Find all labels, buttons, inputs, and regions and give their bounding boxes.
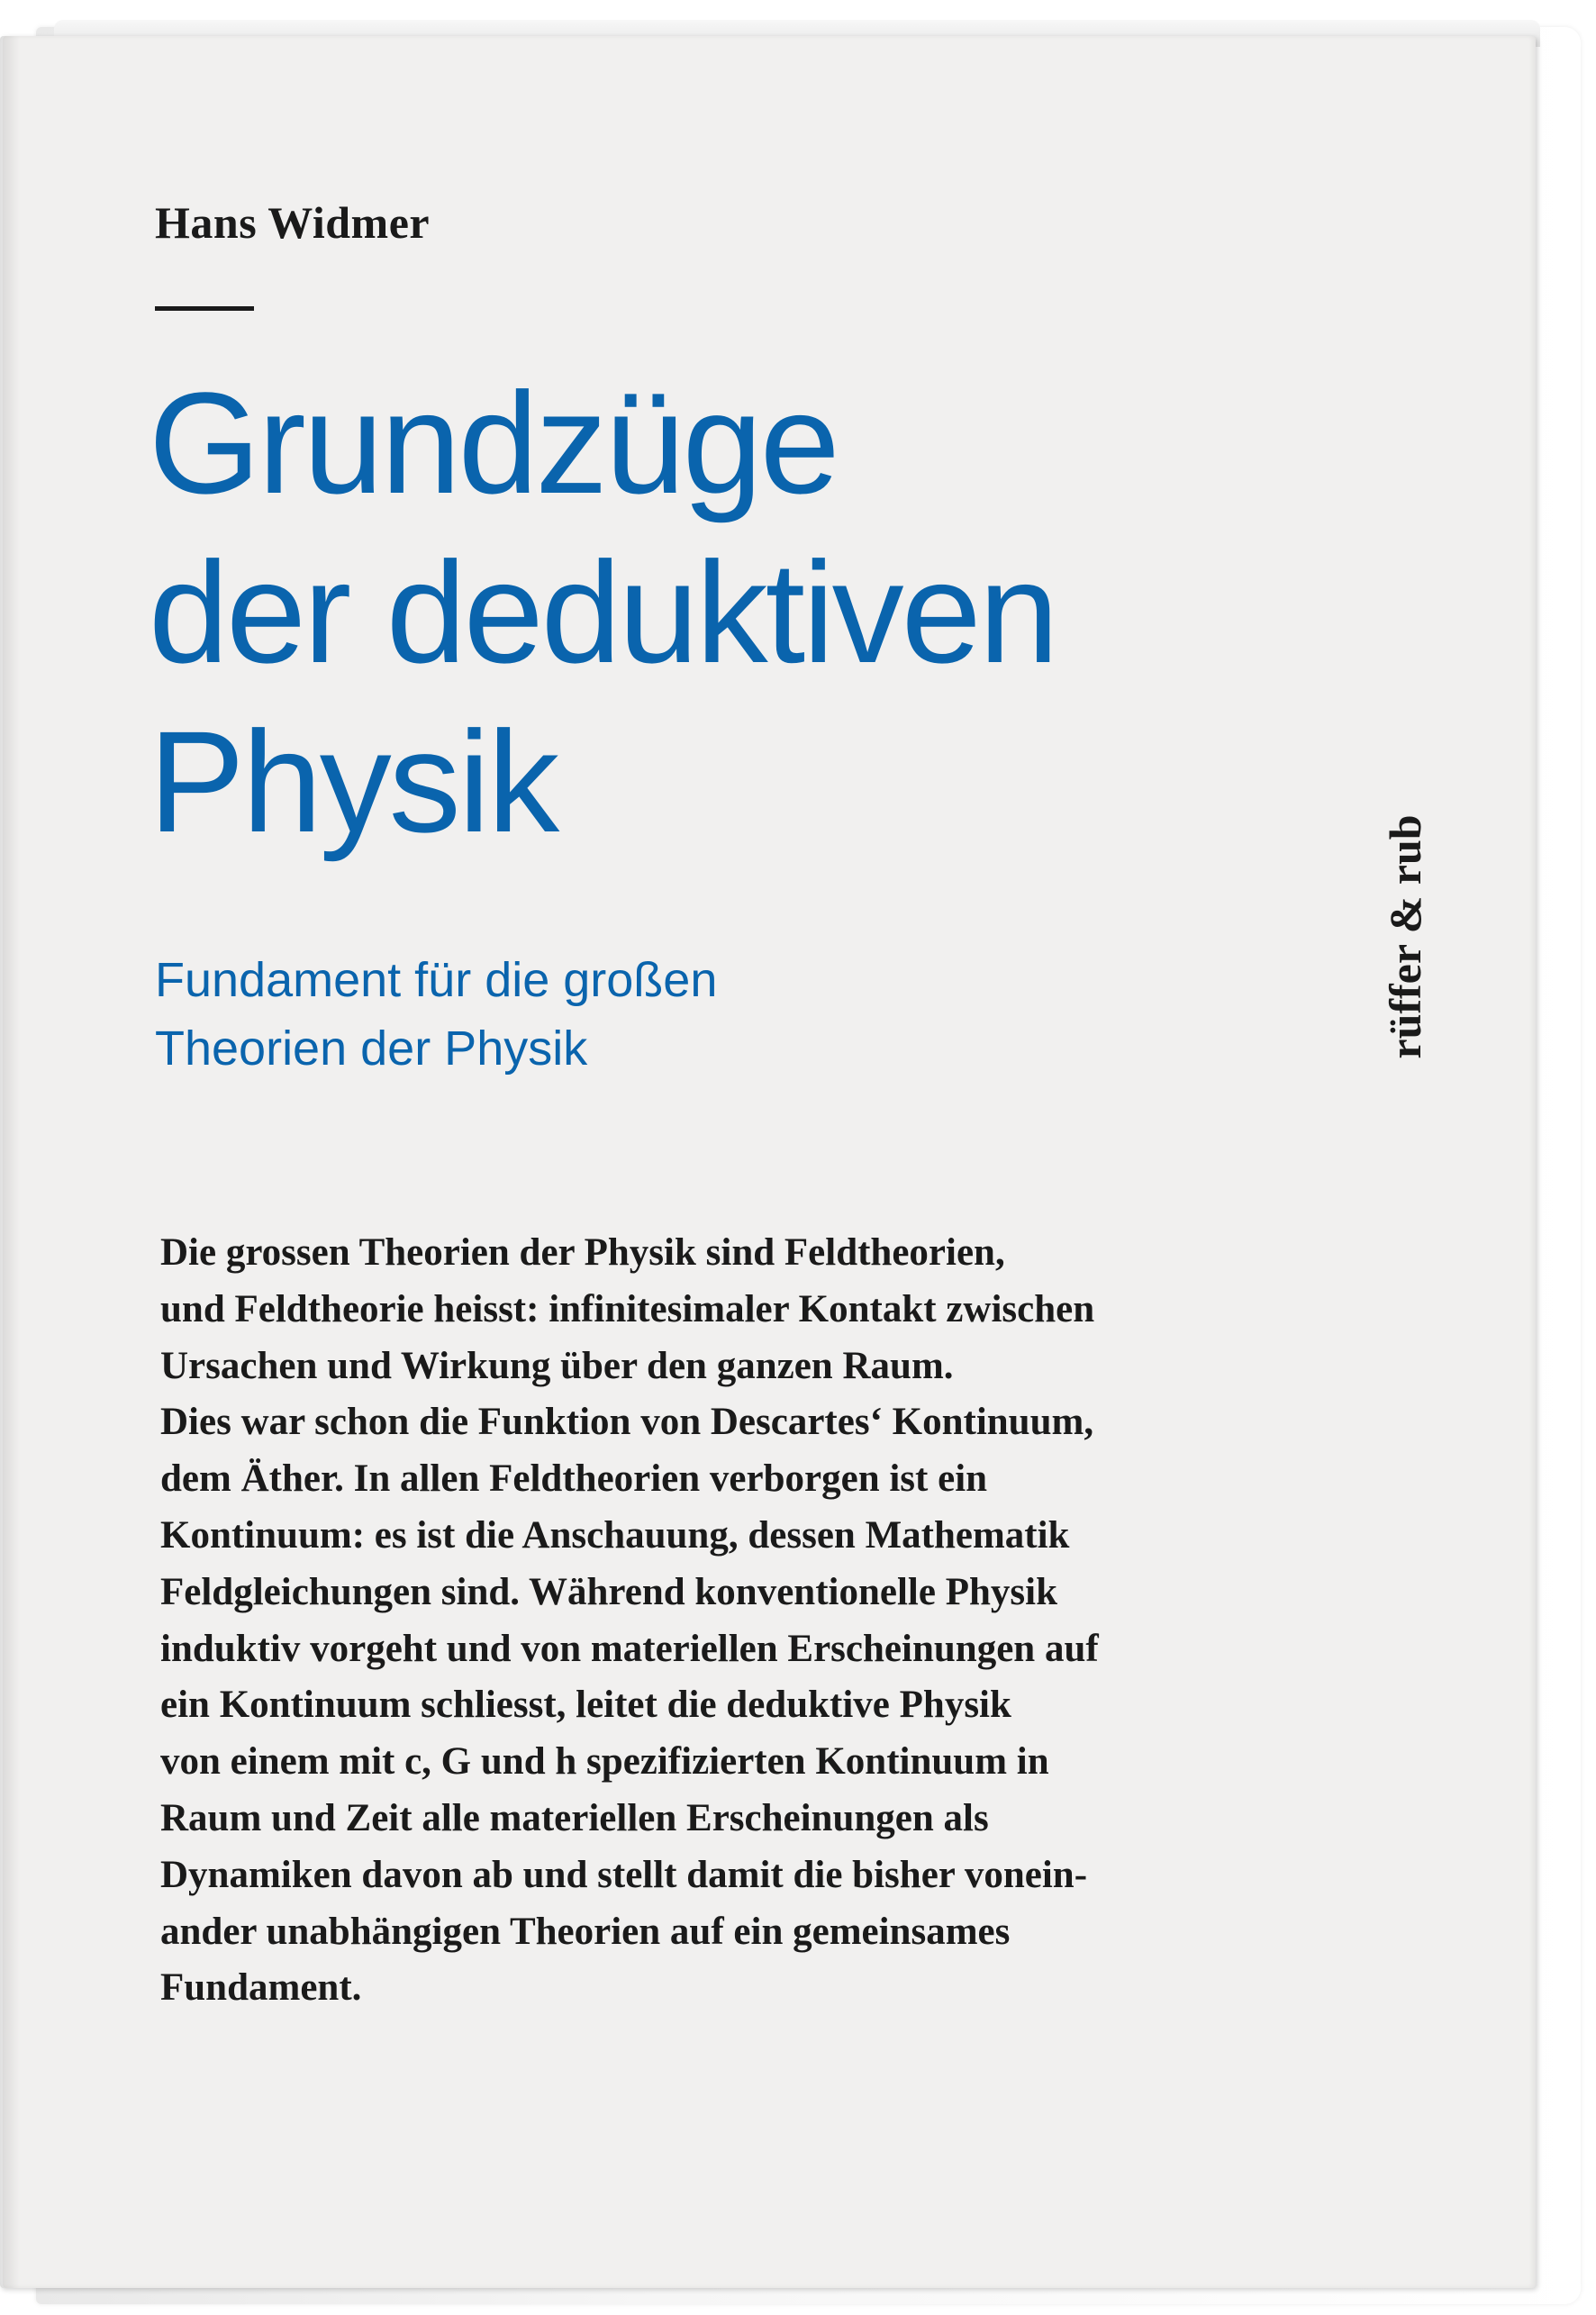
- blurb-line: ander unabhängigen Theorien auf ein gemeinsames: [160, 1910, 1011, 1953]
- title-line: Grundzüge: [149, 362, 838, 523]
- title-rule: [155, 306, 254, 311]
- book-subtitle: [155, 946, 717, 1083]
- blurb-line: Ursachen und Wirkung über den ganzen Raum.: [160, 1344, 954, 1387]
- author-name: Hans Widmer: [155, 197, 431, 248]
- publisher-name: rüffer & rub: [1380, 814, 1430, 1059]
- publisher-imprint: [1378, 793, 1432, 1081]
- blurb-line: Dynamiken davon ab und stellt damit die bisher vonein-: [160, 1853, 1088, 1896]
- blurb-line: Raum und Zeit alle materiellen Erscheinungen als: [160, 1796, 989, 1839]
- blurb-line: Kontinuum: es ist die Anschauung, dessen Mathematik: [160, 1513, 1070, 1557]
- cover-blurb: [160, 1225, 1099, 2017]
- blurb-line: und Feldtheorie heisst: infinitesimaler Kontakt zwischen: [160, 1287, 1095, 1330]
- book-title: [149, 359, 1056, 867]
- blurb-line: von einem mit c, G und h spezifizierten Kontinuum in: [160, 1740, 1049, 1784]
- blurb-line: Die grossen Theorien der Physik sind Feldtheorien,: [160, 1231, 1005, 1274]
- blurb-line: Dies war schon die Funktion von Descartes‘ Kontinuum,: [160, 1401, 1094, 1444]
- spine-shadow: [0, 36, 20, 2288]
- blurb-line: induktiv vorgeht und von materiellen Erscheinungen auf: [160, 1627, 1099, 1670]
- blurb-line: Fundament.: [160, 1966, 362, 2010]
- blurb-line: Feldgleichungen sind. Während konventionelle Physik: [160, 1570, 1057, 1613]
- subtitle-line: Theorien der Physik: [155, 1021, 588, 1076]
- title-line: Physik: [149, 701, 558, 862]
- title-line: der deduktiven: [149, 531, 1056, 693]
- book-cover: [0, 36, 1536, 2288]
- subtitle-line: Fundament für die großen: [155, 953, 718, 1007]
- blurb-line: ein Kontinuum schliesst, leitet die deduktive Physik: [160, 1684, 1011, 1727]
- blurb-line: dem Äther. In allen Feldtheorien verborgen ist ein: [160, 1457, 988, 1501]
